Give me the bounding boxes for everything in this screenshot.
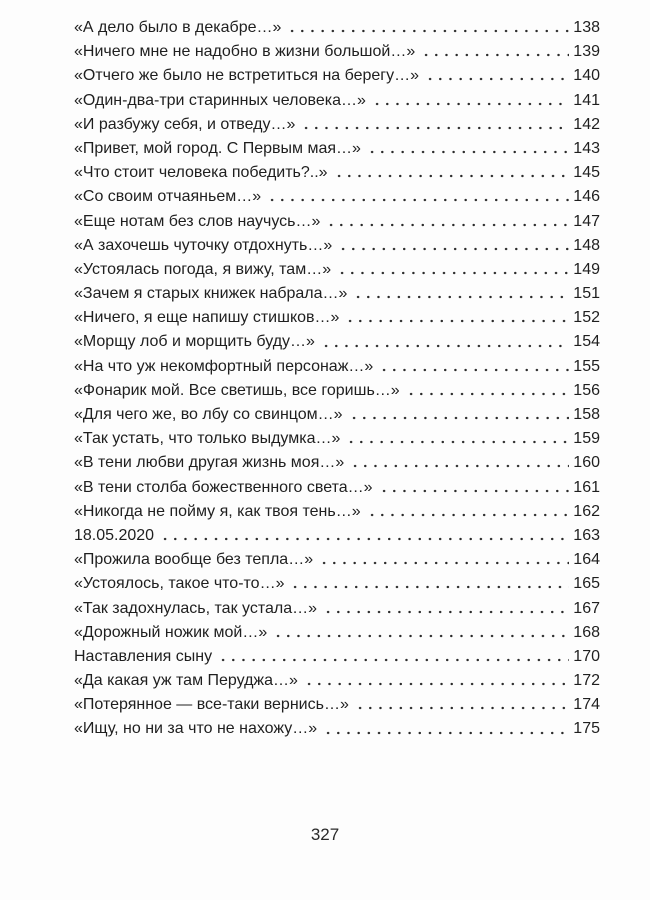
toc-entry xyxy=(74,500,600,524)
toc-entry xyxy=(74,597,600,621)
toc-entry-page-number: 172 xyxy=(573,672,600,690)
toc-entry xyxy=(74,64,600,88)
toc-entry xyxy=(74,548,600,572)
dot-leader xyxy=(323,607,569,617)
toc-entry-title: «В тени столба божественного света…» xyxy=(74,478,373,496)
toc-entry xyxy=(74,645,600,669)
toc-entry-title: «Фонарик мой. Все светишь, все горишь…» xyxy=(74,381,400,399)
toc-entry-title: «Ничего, я еще напишу стишков…» xyxy=(74,309,340,327)
toc-entry-page-number: 146 xyxy=(573,188,600,206)
toc-entry-title: 18.05.2020 xyxy=(74,526,155,544)
toc-entry-title: «Со своим отчаяньем…» xyxy=(74,188,262,206)
toc-entry xyxy=(74,210,600,234)
dot-leader xyxy=(290,582,569,592)
toc-entry-page-number: 148 xyxy=(573,236,600,254)
toc-entry-page-number: 175 xyxy=(573,720,600,738)
toc-entry-page-number: 143 xyxy=(573,139,600,157)
toc-entry-title: «Дорожный ножик мой…» xyxy=(74,623,268,641)
toc-entry-page-number: 165 xyxy=(573,575,600,593)
toc-entry-title: «А дело было в декабре…» xyxy=(74,19,282,36)
toc-entry xyxy=(74,451,600,475)
toc-entry xyxy=(74,403,600,427)
dot-leader xyxy=(425,74,569,84)
toc-entry xyxy=(74,161,600,185)
dot-leader xyxy=(304,679,569,689)
toc-entry-page-number: 155 xyxy=(573,357,600,375)
toc-entry-title: «Ищу, но ни за что не нахожу…» xyxy=(74,720,318,738)
toc-entry-title: «Так задохнулась, так устала…» xyxy=(74,599,318,617)
dot-leader xyxy=(367,147,569,157)
dot-leader xyxy=(337,268,569,278)
toc-entry-page-number: 156 xyxy=(573,381,600,399)
toc-entry xyxy=(74,306,600,330)
toc-entry-title: «Для чего же, во лбу со свинцом…» xyxy=(74,406,343,423)
toc-entry xyxy=(74,572,600,596)
dot-leader xyxy=(267,195,569,205)
toc-entry-page-number: 159 xyxy=(573,430,600,448)
toc-entry xyxy=(74,693,600,717)
table-of-contents xyxy=(74,16,600,742)
dot-leader xyxy=(349,413,570,423)
dot-leader xyxy=(406,389,570,399)
dot-leader xyxy=(421,50,569,60)
toc-entry-page-number: 162 xyxy=(573,502,600,520)
toc-entry-title: «Зачем я старых книжек набрала…» xyxy=(74,285,348,303)
dot-leader xyxy=(334,171,570,181)
toc-entry xyxy=(74,427,600,451)
toc-entry-page-number: 152 xyxy=(573,309,600,327)
toc-entry-title: «Прожила вообще без тепла…» xyxy=(74,551,314,569)
toc-entry-title: «А захочешь чуточку отдохнуть…» xyxy=(74,236,333,254)
dot-leader xyxy=(372,99,569,109)
dot-leader xyxy=(218,655,569,665)
toc-entry-title: «Да какая уж там Перуджа…» xyxy=(74,672,298,690)
toc-entry-page-number: 158 xyxy=(573,406,600,423)
toc-entry-page-number: 145 xyxy=(573,164,600,182)
toc-entry xyxy=(74,621,600,645)
dot-leader xyxy=(326,220,569,230)
toc-entry xyxy=(74,89,600,113)
toc-entry xyxy=(74,717,600,741)
dot-leader xyxy=(353,292,569,302)
toc-entry-title: «На что уж некомфортный персонаж…» xyxy=(74,357,374,375)
toc-entry-page-number: 174 xyxy=(573,696,600,714)
toc-entry xyxy=(74,234,600,258)
toc-entry xyxy=(74,113,600,137)
toc-entry-title: «И разбужу себя, и отведу…» xyxy=(74,115,296,133)
dot-leader xyxy=(301,123,569,133)
toc-entry-page-number: 141 xyxy=(573,91,600,109)
toc-entry-page-number: 170 xyxy=(573,647,600,665)
dot-leader xyxy=(345,316,569,326)
toc-entry xyxy=(74,379,600,403)
toc-entry xyxy=(74,282,600,306)
dot-leader xyxy=(160,534,569,544)
toc-entry-title: «В тени любви другая жизнь моя…» xyxy=(74,454,345,472)
toc-entry-title: «Один-два-три старинных человека…» xyxy=(74,91,366,109)
toc-entry-page-number: 138 xyxy=(573,19,600,36)
toc-entry-title: «Привет, мой город. С Первым мая…» xyxy=(74,139,361,157)
toc-entry-page-number: 149 xyxy=(573,260,600,278)
toc-entry-title: «Отчего же было не встретиться на берегу…» xyxy=(74,67,420,85)
toc-entry-title: «Еще нотам без слов научусь…» xyxy=(74,212,321,230)
toc-entry xyxy=(74,355,600,379)
dot-leader xyxy=(379,486,570,496)
toc-entry-page-number: 164 xyxy=(573,551,600,569)
toc-entry-title: «Потерянное — все-таки вернись…» xyxy=(74,696,349,714)
page-number: 327 xyxy=(310,825,340,844)
toc-entry xyxy=(74,137,600,161)
toc-entry-title: «Ничего мне не надобно в жизни большой…» xyxy=(74,43,416,61)
toc-entry-title: Наставления сыну xyxy=(74,647,213,665)
dot-leader xyxy=(338,244,569,254)
toc-entry-page-number: 167 xyxy=(573,599,600,617)
toc-entry-page-number: 139 xyxy=(573,43,600,61)
toc-entry-page-number: 140 xyxy=(573,67,600,85)
dot-leader xyxy=(346,437,569,447)
toc-entry xyxy=(74,330,600,354)
toc-entry-page-number: 142 xyxy=(573,115,600,133)
toc-entry-page-number: 161 xyxy=(573,478,600,496)
toc-entry-title: «Никогда не пойму я, как твоя тень…» xyxy=(74,502,361,520)
toc-entry xyxy=(74,476,600,500)
toc-entry xyxy=(74,258,600,282)
toc-entry xyxy=(74,185,600,209)
toc-entry xyxy=(74,16,600,40)
toc-entry-page-number: 147 xyxy=(573,212,600,230)
toc-entry xyxy=(74,669,600,693)
toc-entry-page-number: 163 xyxy=(573,526,600,544)
dot-leader xyxy=(323,728,569,738)
dot-leader xyxy=(287,26,569,36)
toc-entry-page-number: 154 xyxy=(573,333,600,351)
dot-leader xyxy=(350,461,569,471)
toc-entry-page-number: 168 xyxy=(573,623,600,641)
dot-leader xyxy=(355,703,569,713)
toc-entry-title: «Устоялось, такое что-то…» xyxy=(74,575,285,593)
toc-entry-page-number: 151 xyxy=(573,285,600,303)
toc-entry-page-number: 160 xyxy=(573,454,600,472)
dot-leader xyxy=(321,341,569,351)
toc-entry-title: «Что стоит человека победить?..» xyxy=(74,164,328,182)
toc-entry-title: «Устоялась погода, я вижу, там…» xyxy=(74,260,332,278)
dot-leader xyxy=(273,631,569,641)
toc-entry-title: «Морщу лоб и морщить буду…» xyxy=(74,333,315,351)
toc-entry xyxy=(74,524,600,548)
dot-leader xyxy=(319,558,569,568)
toc-entry-title: «Так устать, что только выдумка…» xyxy=(74,430,341,448)
dot-leader xyxy=(367,510,570,520)
dot-leader xyxy=(379,365,569,375)
toc-entry xyxy=(74,40,600,64)
